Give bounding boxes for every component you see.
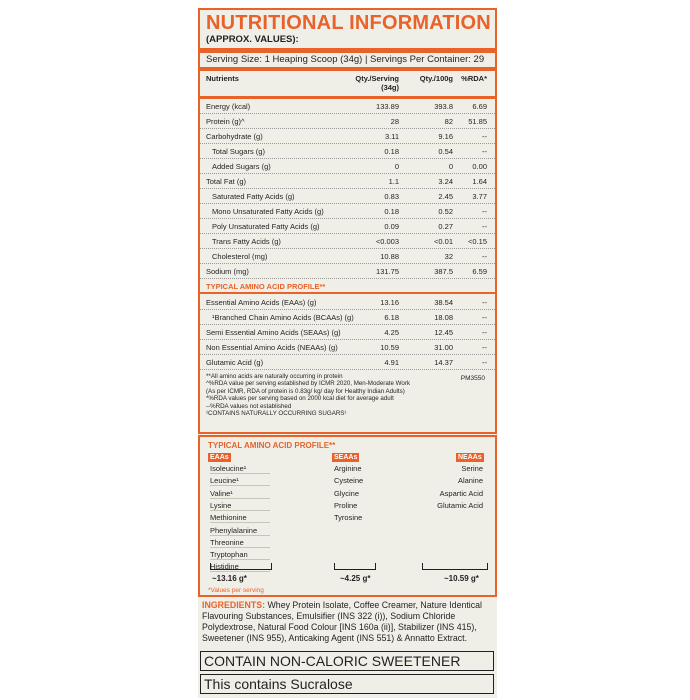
ingredients: [202, 600, 494, 644]
amino-acid-item: Aspartic Acid: [439, 488, 483, 498]
amino-acid-item: Tryptophan: [210, 550, 270, 560]
qty-serving: 3.11: [384, 132, 399, 141]
neaas-tag: NEAAs: [458, 454, 482, 461]
qty-100g: 0.52: [438, 207, 453, 216]
nutrient-row: [200, 114, 495, 129]
nutrient-row: [200, 264, 495, 279]
qty-100g: 3.24: [438, 177, 453, 186]
divider-bar: [200, 67, 495, 71]
ingredients-label: INGREDIENTS:: [202, 600, 266, 610]
header-rda: %RDA*: [461, 74, 487, 83]
qty-serving: 0.09: [384, 222, 399, 231]
nutrient-name: Semi Essential Amino Acids (SEAAs) (g): [206, 328, 341, 337]
nutrient-row: [200, 234, 495, 249]
nutrient-name: Trans Fatty Acids (g): [212, 237, 281, 246]
nutrient-name: Mono Unsaturated Fatty Acids (g): [212, 207, 324, 216]
nutrient-row: [200, 189, 495, 204]
nutrient-name: Protein (g)^: [206, 117, 245, 126]
amino-acid-item: Glutamic Acid: [437, 500, 483, 510]
footnote: ^%RDA value per serving established by ICMR 2020, Men-Moderate Work: [206, 380, 410, 388]
qty-100g: 18.08: [434, 313, 453, 322]
amino-acid-item: Methionine: [210, 513, 270, 523]
seaas-tag: SEAAs: [334, 454, 358, 461]
amino-acid-item: Glycine: [334, 488, 360, 498]
nutrient-name: Non Essential Amino Acids (NEAAs) (g): [206, 343, 338, 352]
qty-100g: 393.8: [434, 102, 453, 111]
footnote: (As per ICMR, RDA of protein is 0.83g/ kg/ day for Healthy Indian Adults): [206, 387, 405, 395]
ingredients-text: Whey Protein Isolate, Coffee Creamer, Nature Identical Flavouring Substances, Emulsifier (INS 322 (i)), Sodium Chloride Polydextrose, Natural Food Colour [INS 160a (ii)], Stabilizer (INS 415), Sweetener (INS 955), Anticaking Agent (INS 551) & Annatto Extract.: [202, 600, 482, 643]
nutrient-name: ¹Branched Chain Amino Acids (BCAAs) (g): [212, 313, 354, 322]
bracket: [334, 563, 376, 570]
qty-100g: 31.00: [434, 343, 453, 352]
eaas-tag: EAAs: [210, 454, 229, 461]
rda-value: --: [482, 328, 487, 337]
nutrient-row: [200, 219, 495, 234]
nutrition-table-box: [198, 8, 497, 434]
qty-serving: 0.18: [384, 207, 399, 216]
footnote: **All amino acids are naturally occurring in protein: [206, 373, 343, 380]
nutrient-name: Essential Amino Acids (EAAs) (g): [206, 298, 317, 307]
rda-value: --: [482, 222, 487, 231]
header-per-serving: Qty./Serving (34g): [355, 74, 399, 92]
amino-acid-item: Alanine: [457, 476, 483, 486]
qty-serving: <0.003: [375, 237, 399, 246]
rda-value: --: [482, 207, 487, 216]
qty-100g: 2.45: [438, 192, 453, 201]
rda-value: --: [482, 358, 487, 367]
nutrient-row: [200, 144, 495, 159]
qty-100g: 38.54: [434, 298, 453, 307]
bracket: [210, 563, 272, 570]
rda-value: --: [482, 252, 487, 261]
rda-value: 6.59: [472, 267, 487, 276]
qty-serving: 0.83: [384, 192, 399, 201]
nutrient-row: [200, 159, 495, 174]
nutrient-name: Carbohydrate (g): [206, 132, 263, 141]
nutrient-name: Total Sugars (g): [212, 147, 265, 156]
qty-serving: 133.89: [376, 102, 399, 111]
rda-value: --: [482, 343, 487, 352]
nutrient-row: [200, 325, 495, 340]
amino-acid-item: Leucine¹: [210, 476, 270, 486]
product-code: PM3550: [460, 375, 485, 382]
nutrient-name: Sodium (mg): [206, 267, 249, 276]
amino-profile-heading: TYPICAL AMINO ACID PROFILE**: [206, 282, 326, 291]
nutrient-name: Added Sugars (g): [212, 162, 271, 171]
qty-100g: 9.16: [438, 132, 453, 141]
label-subtitle: (APPROX. VALUES):: [206, 34, 299, 45]
qty-serving: 1.1: [388, 177, 399, 186]
qty-100g: 32: [444, 252, 453, 261]
nutrient-row: [200, 174, 495, 189]
nutrition-label: [198, 8, 497, 698]
nutrient-row: [200, 295, 495, 310]
nutrient-row: [200, 355, 495, 370]
nutrient-name: Saturated Fatty Acids (g): [212, 192, 295, 201]
sweetener-statement: CONTAIN NON-CALORIC SWEETENER: [200, 651, 494, 671]
rda-value: --: [482, 147, 487, 156]
rda-value: 1.64: [472, 177, 487, 186]
amino-acid-item: Arginine: [334, 464, 362, 473]
amino-acid-item: Proline: [334, 500, 358, 510]
footnotes: [206, 373, 446, 417]
nutrient-name: Poly Unsaturated Fatty Acids (g): [212, 222, 320, 231]
label-title: NUTRITIONAL INFORMATION: [206, 12, 491, 34]
serving-info: Serving Size: 1 Heaping Scoop (34g) | Servings Per Container: 29: [206, 54, 485, 65]
amino-acid-item: Histidine: [210, 562, 270, 572]
nutrient-row: [200, 310, 495, 325]
qty-100g: 12.45: [434, 328, 453, 337]
qty-100g: 0.54: [438, 147, 453, 156]
qty-100g: 82: [444, 117, 453, 126]
qty-serving: 4.25: [384, 328, 399, 337]
header-per-100g: Qty./100g: [419, 74, 453, 83]
eaas-total: ~13.16 g*: [212, 574, 247, 583]
nutrient-row: [200, 249, 495, 264]
amino-box-title: TYPICAL AMINO ACID PROFILE**: [208, 441, 336, 450]
qty-serving: 0.18: [384, 147, 399, 156]
qty-serving: 4.91: [384, 358, 399, 367]
amino-acid-item: Tyrosine: [334, 513, 363, 523]
amino-acid-item: Lysine: [210, 501, 270, 511]
values-note: *Values per serving: [208, 587, 264, 594]
footnote: --%RDA values not established: [206, 402, 292, 410]
amino-acid-item: Cysteine: [334, 476, 364, 486]
nutrient-name: Energy (kcal): [206, 102, 251, 111]
rda-value: 51.85: [468, 117, 487, 126]
nutrient-row: [200, 340, 495, 355]
qty-serving: 10.88: [380, 252, 399, 261]
qty-serving: 6.18: [384, 313, 399, 322]
footnote: *%RDA values per serving based on 2000 kcal diet for average adult: [206, 395, 394, 403]
qty-100g: 0.27: [438, 222, 453, 231]
amino-acid-item: Phenylalanine: [210, 526, 270, 536]
nutrient-row: [200, 99, 495, 114]
rda-value: --: [482, 132, 487, 141]
amino-acid-item: Threonine: [210, 538, 270, 548]
row-divider: [200, 278, 495, 279]
header-nutrients: Nutrients: [206, 74, 239, 83]
nutrient-name: Cholesterol (mg): [212, 252, 268, 261]
footnote: ¹CONTAINS NATURALLY OCCURRING SUGARS¹: [206, 410, 347, 418]
qty-serving: 131.75: [376, 267, 399, 276]
qty-100g: 387.5: [434, 267, 453, 276]
qty-100g: <0.01: [434, 237, 453, 246]
amino-acid-item: Serine: [461, 464, 483, 473]
bracket: [422, 563, 488, 570]
rda-value: --: [482, 298, 487, 307]
qty-100g: 0: [448, 162, 453, 171]
divider-bar: [200, 48, 495, 53]
neaas-total: ~10.59 g*: [444, 574, 479, 583]
amino-acid-item: Isoleucine¹: [210, 464, 270, 474]
nutrient-row: [200, 129, 495, 144]
rda-value: <0.15: [468, 237, 487, 246]
rda-value: 6.69: [472, 102, 487, 111]
amino-profile-box: [198, 435, 497, 597]
qty-serving: 10.59: [380, 343, 399, 352]
nutrient-row: [200, 204, 495, 219]
rda-value: --: [482, 313, 487, 322]
qty-100g: 14.37: [434, 358, 453, 367]
qty-serving: 13.16: [380, 298, 399, 307]
nutrient-name: Glutamic Acid (g): [206, 358, 264, 367]
row-divider: [200, 369, 495, 370]
rda-value: 3.77: [472, 192, 487, 201]
qty-serving: 0: [394, 162, 399, 171]
rda-value: 0.00: [472, 162, 487, 171]
nutrient-name: Total Fat (g): [206, 177, 247, 186]
amino-acid-item: Valine¹: [210, 489, 270, 499]
qty-serving: 28: [390, 117, 399, 126]
divider-bar: [200, 292, 495, 294]
seaas-total: ~4.25 g*: [340, 574, 371, 583]
sucralose-statement: This contains Sucralose: [200, 674, 494, 694]
